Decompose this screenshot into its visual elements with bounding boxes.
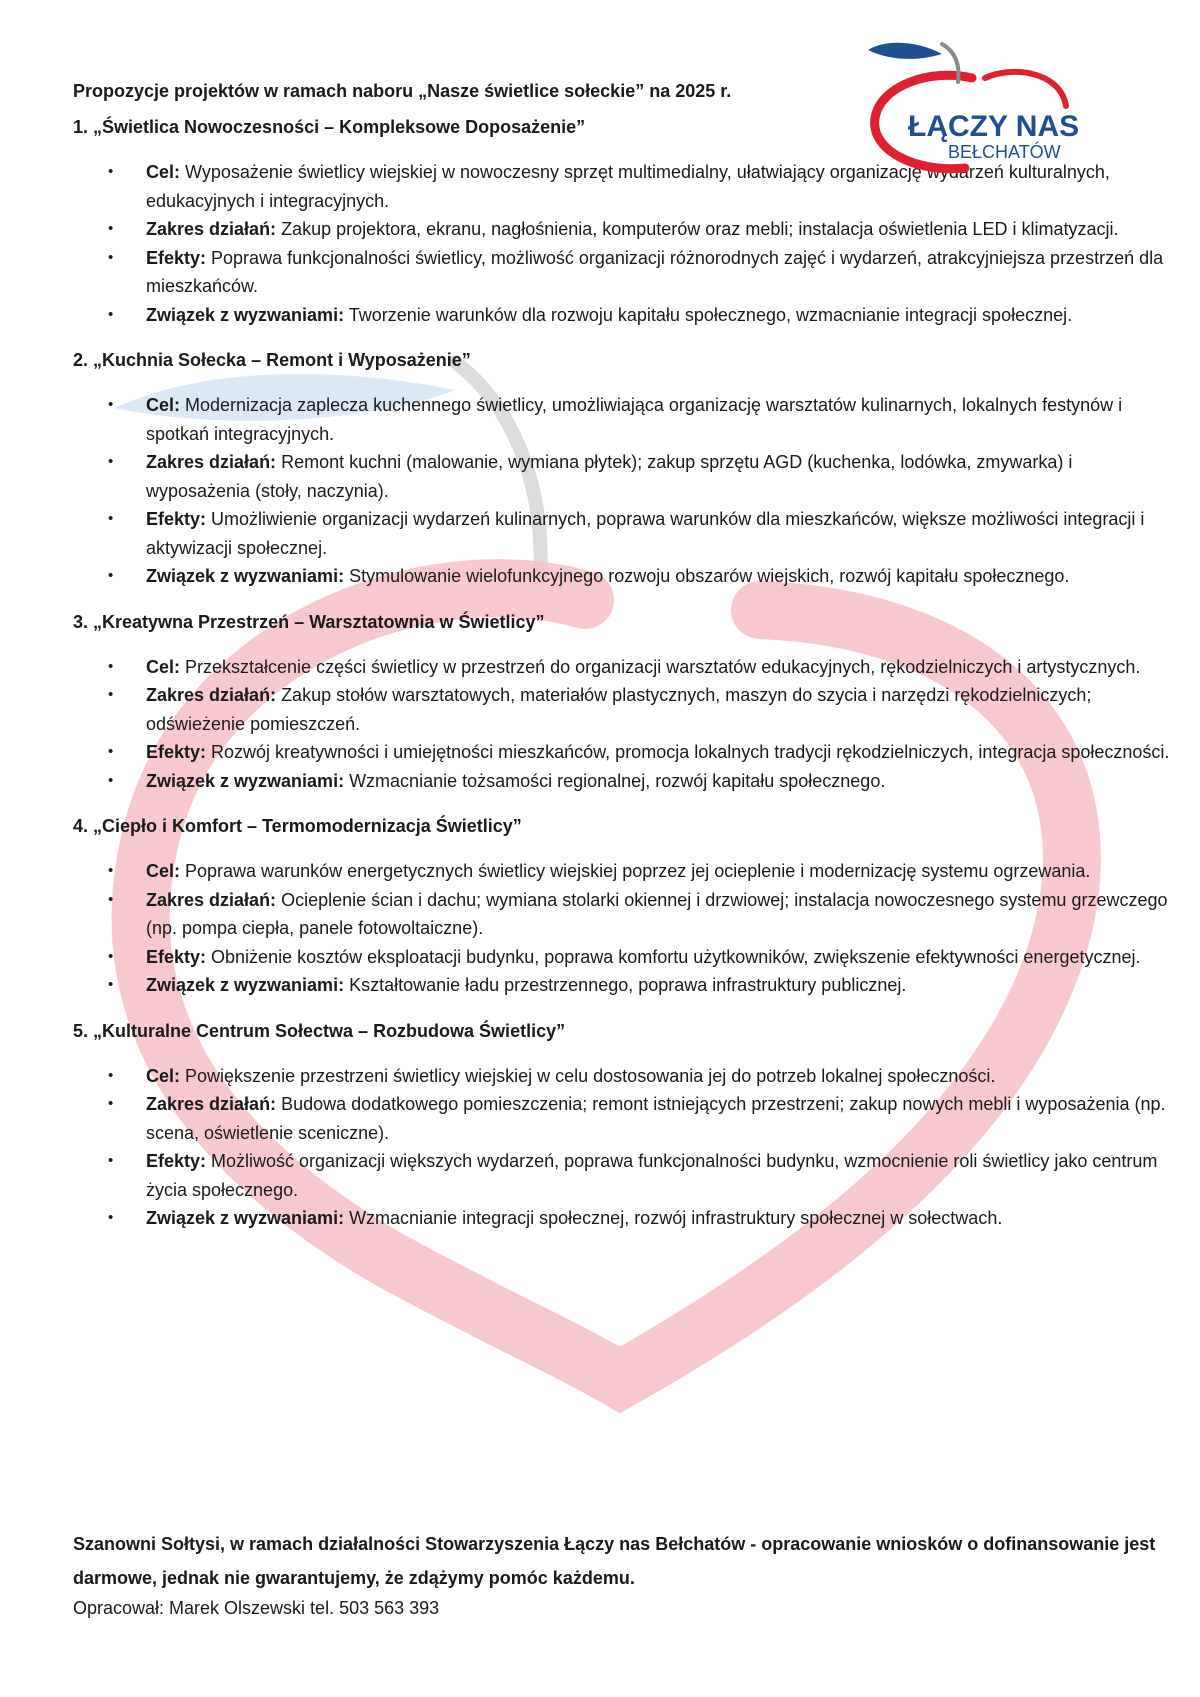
point-text: Poprawa warunków energetycznych świetlicy wiejskiej poprzez jej ocieplenie i modernizację systemu ogrzewania. [180,861,1091,881]
point-label: Zakres działań: [146,219,277,239]
logo-red-heart-right [985,72,1066,106]
point-label: Zakres działań: [146,685,277,705]
point-label: Zakres działań: [146,1094,277,1114]
point-text: Remont kuchni (malowanie, wymiana płytek); zakup sprzętu AGD (kuchenka, lodówka, zmywarka) i wyposażenia (stoły, naczynia). [146,452,1073,501]
document-title: Propozycje projektów w ramach naboru „Nasze świetlice sołeckie” na 2025 r. [73,81,732,101]
section-points-list [73,391,1173,591]
list-item [73,244,1173,301]
list-item [73,1090,1173,1147]
list-item [73,505,1173,562]
section-heading: 4. „Ciepło i Komfort – Termomodernizacja Świetlicy” [73,816,522,836]
point-label: Efekty: [146,742,207,762]
point-label: Zakres działań: [146,889,277,910]
point-label: Związek z wyzwaniami: [146,1208,345,1228]
point-text: Wzmacnianie tożsamości regionalnej, rozwój kapitału społecznego. [344,770,886,791]
list-item [73,1062,1173,1091]
section-points-list [73,653,1173,796]
list-item [73,738,1173,767]
list-item [73,886,1173,943]
list-item [73,681,1173,738]
project-section [73,609,1173,796]
document-footer [73,1527,1173,1621]
point-label: Efekty: [146,946,207,967]
point-text: Stymulowanie wielofunkcyjnego rozwoju obszarów wiejskich, rozwój kapitału społecznego. [344,566,1070,586]
point-label: Efekty: [146,1151,207,1171]
point-text: Tworzenie warunków dla rozwoju kapitału społecznego, wzmacnianie integracji społecznej. [344,304,1073,325]
point-label: Cel: [146,1065,181,1086]
point-text: Zakup projektora, ekranu, nagłośnienia, komputerów oraz mebli; instalacja oświetlenia LED i klimatyzacji. [276,219,1119,239]
section-heading: 5. „Kulturalne Centrum Sołectwa – Rozbudowa Świetlicy” [73,1020,566,1041]
point-text: Poprawa funkcjonalności świetlicy, możliwość organizacji różnorodnych zajęć i wydarzeń, atrakcyjniejsza przestrzeń dla mieszkańców. [146,247,1164,296]
laczy-nas-belchatow-logo [860,38,1110,178]
point-text: Kształtowanie ładu przestrzennego, poprawa infrastruktury publicznej. [344,975,907,995]
point-text: Zakup stołów warsztatowych, materiałów plastycznych, maszyn do szycia i narzędzi rękodzielniczych; odświeżenie pomieszczeń. [146,685,1092,734]
logo-blue-leaf-icon [868,43,942,59]
point-text: Obniżenie kosztów eksploatacji budynku, poprawa komfortu użytkowników, zwiększenie efektywności energetycznej. [206,946,1141,967]
document-body [73,78,1173,1251]
section-points-list [73,857,1173,1000]
list-item [73,301,1173,330]
point-text: Ocieplenie ścian i dachu; wymiana stolarki okiennej i drzwiowej; instalacja nowoczesnego systemu grzewczego (np. pompa ciepła, panele fotowoltaiczne). [146,889,1168,938]
point-label: Efekty: [146,247,207,268]
point-label: Związek z wyzwaniami: [146,566,345,586]
point-label: Związek z wyzwaniami: [146,975,345,995]
list-item [73,943,1173,972]
list-item [73,562,1173,591]
list-item [73,653,1173,682]
point-text: Wzmacnianie integracji społecznej, rozwój infrastruktury społecznej w sołectwach. [344,1208,1003,1228]
point-text: Modernizacja zaplecza kuchennego świetlicy, umożliwiająca organizację warsztatów kulinarnych, lokalnych festynów i spotkań integracyjnych. [146,395,1123,444]
point-label: Związek z wyzwaniami: [146,770,345,791]
list-item [73,391,1173,448]
point-label: Cel: [146,395,181,415]
point-label: Cel: [146,861,181,881]
list-item [73,857,1173,886]
list-item [73,767,1173,796]
point-text: Wyposażenie świetlicy wiejskiej w nowoczesny sprzęt multimedialny, ułatwiający organizację wydarzeń kulturalnych, edukacyjnych i integracyjnych. [146,162,1110,211]
list-item [73,1204,1173,1233]
footer-contact: Opracował: Marek Olszewski tel. 503 563 393 [73,1598,440,1618]
section-heading: 3. „Kreatywna Przestrzeń – Warsztatownia w Świetlicy” [73,611,545,632]
section-points-list [73,1062,1173,1233]
project-section [73,1018,1173,1233]
point-text: Rozwój kreatywności i umiejętności mieszkańców, promocja lokalnych tradycji rękodzielniczych, integracja społeczności. [206,742,1170,762]
logo-subtitle: BEŁCHATÓW [948,142,1061,162]
point-label: Cel: [146,162,181,182]
list-item [73,448,1173,505]
point-text: Możliwość organizacji większych wydarzeń, poprawa funkcjonalności budynku, wzmocnienie roli świetlicy jako centrum życia społecznego. [146,1151,1158,1200]
list-item [73,215,1173,244]
project-section [73,813,1173,1000]
list-item [73,971,1173,1000]
logo-title: ŁĄCZY NAS [908,110,1080,143]
project-sections [73,114,1173,1233]
footer-note: Szanowni Sołtysi, w ramach działalności Stowarzyszenia Łączy nas Bełchatów - opracowanie wniosków o dofinansowanie jest darmowe, jednak nie gwarantujemy, że zdążymy pomóc każdemu. [73,1534,1156,1588]
point-label: Cel: [146,656,181,677]
point-label: Efekty: [146,509,207,529]
point-label: Związek z wyzwaniami: [146,304,345,325]
section-heading: 1. „Świetlica Nowoczesności – Kompleksowe Doposażenie” [73,117,586,137]
point-text: Przekształcenie części świetlicy w przestrzeń do organizacji warsztatów edukacyjnych, rękodzielniczych i artystycznych. [180,656,1141,677]
point-text: Powiększenie przestrzeni świetlicy wiejskiej w celu dostosowania jej do potrzeb lokalnej społeczności. [180,1065,996,1086]
point-text: Budowa dodatkowego pomieszczenia; remont istniejących przestrzeni; zakup nowych mebli i wyposażenia (np. scena, oświetlenie sceniczne). [146,1094,1166,1143]
point-label: Zakres działań: [146,452,277,472]
section-points-list [73,158,1173,329]
section-heading: 2. „Kuchnia Sołecka – Remont i Wyposażenie” [73,350,471,370]
point-text: Umożliwienie organizacji wydarzeń kulinarnych, poprawa warunków dla mieszkańców, większe możliwości integracji i aktywizacji społecznej. [146,509,1145,558]
project-section [73,347,1173,591]
list-item [73,1147,1173,1204]
